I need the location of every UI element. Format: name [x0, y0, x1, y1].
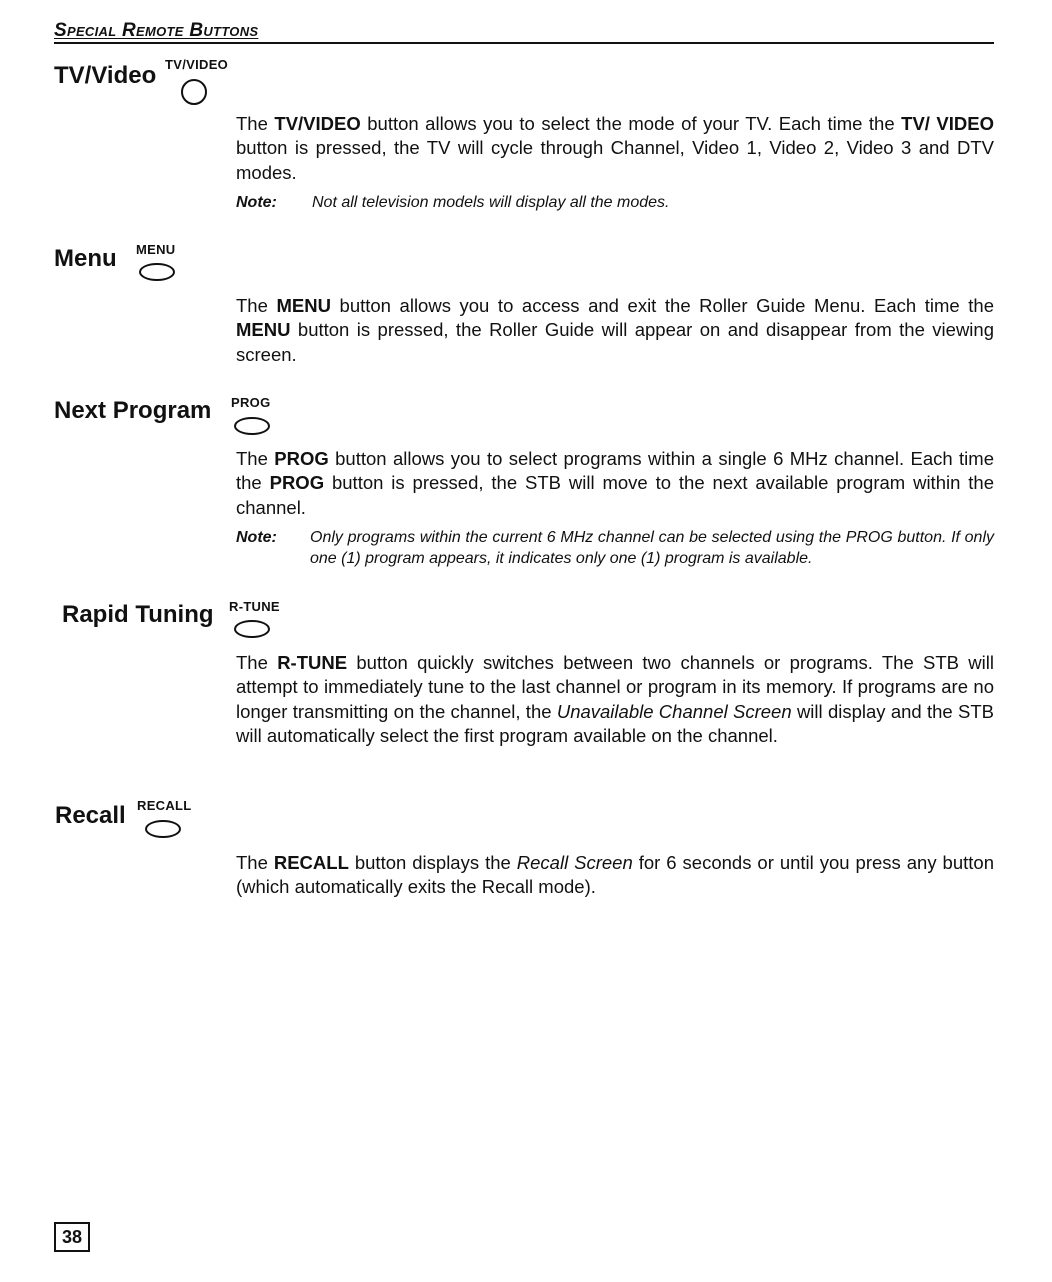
r-tune-button-icon	[234, 620, 270, 638]
section-paragraph: The RECALL button displays the Recall Screen for 6 seconds or until you press any button (which automatically exits the Recall mode).	[236, 852, 994, 898]
section-heading: Recall	[55, 802, 126, 829]
section-heading: Next Program	[54, 397, 212, 424]
button-label: MENU	[136, 242, 176, 257]
note: Note: Only programs within the current 6 MHz channel can be selected using the PROG button. If only one (1) program appears, it indicates only one (1) program is available.	[236, 529, 994, 567]
page-header	[54, 20, 994, 44]
button-label: R-TUNE	[229, 599, 280, 614]
section-heading: Menu	[54, 245, 117, 272]
note: Note: Not all television models will display all the modes.	[236, 194, 670, 211]
page-number: 38	[54, 1222, 90, 1252]
button-label: TV/VIDEO	[165, 57, 229, 72]
section-heading: Rapid Tuning	[62, 601, 214, 628]
menu-button-icon	[139, 263, 175, 281]
section-heading: TV/Video	[54, 62, 157, 89]
section-paragraph: The PROG button allows you to select programs within a single 6 MHz channel. Each time the PROG button is pressed, the STB will move to the next available program within the channel.	[236, 448, 994, 518]
page-title: Special Remote Buttons	[54, 20, 259, 41]
recall-button-icon	[145, 820, 181, 838]
button-label: RECALL	[137, 798, 192, 813]
tv-video-button-icon	[181, 79, 207, 105]
button-label: PROG	[231, 395, 271, 410]
section-paragraph: The MENU button allows you to access and exit the Roller Guide Menu. Each time the MENU button is pressed, the Roller Guide will appear on and disappear from the viewing screen.	[236, 295, 994, 365]
section-paragraph: The TV/VIDEO button allows you to select the mode of your TV. Each time the TV/ VIDEO button is pressed, the TV will cycle through Channel, Video 1, Video 2, Video 3 and DTV modes.	[236, 113, 994, 183]
section-paragraph: The R-TUNE button quickly switches between two channels or programs. The STB will attempt to immediately tune to the last channel or program in its memory. If programs are no longer transmitting on the channel, the Unavailable Channel Screen will display and the STB will automatically select the first program available on the channel.	[236, 652, 994, 746]
prog-button-icon	[234, 417, 270, 435]
